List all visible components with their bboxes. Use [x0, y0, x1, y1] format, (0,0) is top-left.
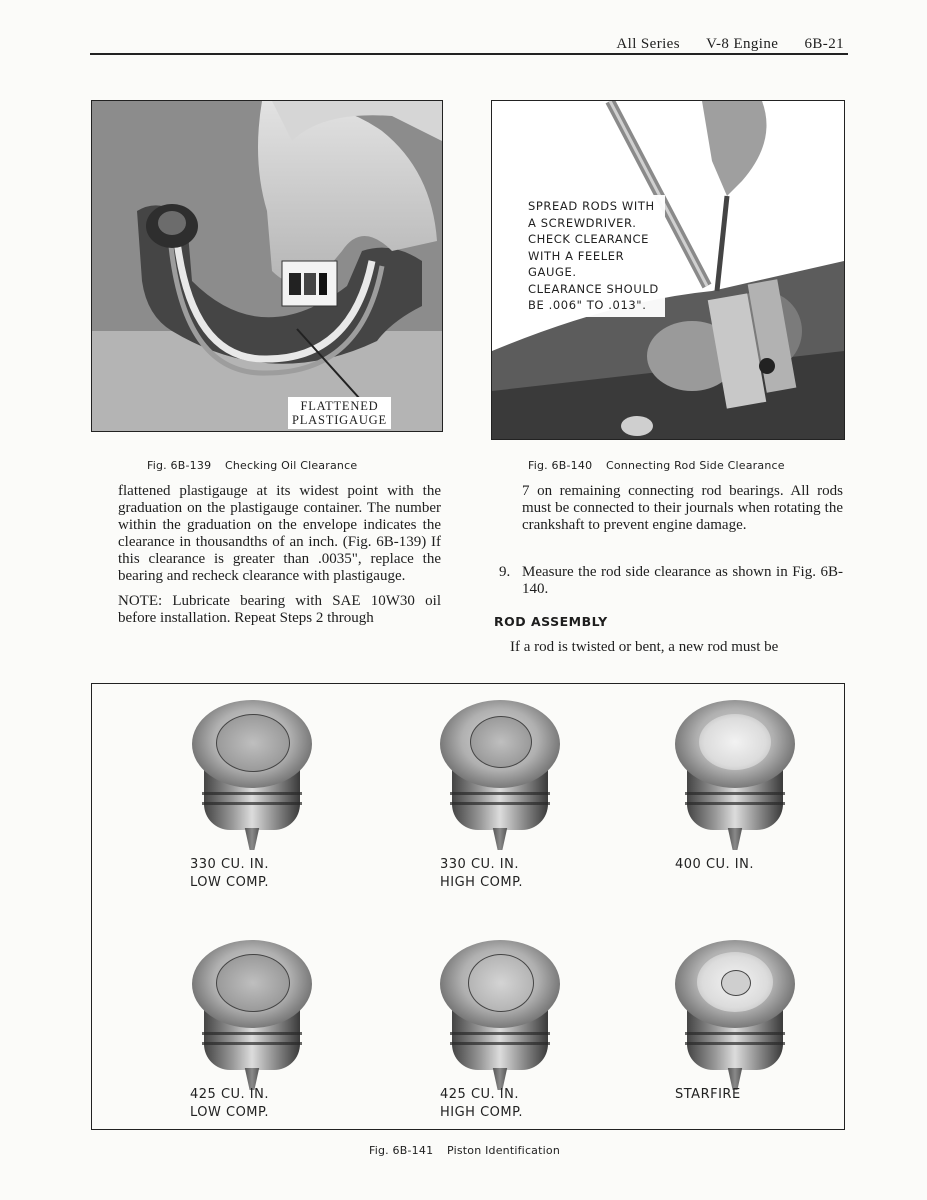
step-text: Measure the rod side clearance as shown in Fig. 6B-140. — [522, 564, 843, 597]
fig-140-callout — [522, 195, 665, 317]
fig-139-number: Fig. 6B-139 — [147, 459, 212, 472]
piston-compression: HIGH COMP. — [440, 1105, 524, 1120]
fig-141-caption — [369, 1144, 560, 1157]
rod-assembly-text: If a rod is twisted or bent, a new rod must be — [510, 639, 779, 655]
piston-label — [675, 856, 754, 874]
callout-line: CHECK CLEARANCE — [528, 232, 650, 246]
piston-displacement: 425 CU. IN. — [440, 1087, 519, 1102]
piston-cell — [152, 930, 352, 1130]
piston-image — [675, 700, 795, 850]
piston-label — [190, 1086, 269, 1122]
header-engine: V-8 Engine — [706, 36, 779, 52]
callout-line: A SCREWDRIVER. — [528, 215, 637, 230]
running-header — [594, 36, 844, 53]
rod-assembly-paragraph — [510, 639, 843, 656]
piston-image — [440, 700, 560, 850]
piston-label — [440, 856, 523, 892]
piston-displacement: 330 CU. IN. — [190, 857, 269, 872]
piston-cell — [152, 690, 352, 890]
callout-line: BE .006" TO .013". — [528, 298, 647, 312]
left-column — [118, 483, 441, 627]
piston-cell — [635, 930, 835, 1130]
fig-139-photo — [91, 100, 443, 432]
callout-line-plastigauge: PLASTIGAUGE — [292, 413, 387, 427]
fig-140-photo — [491, 100, 845, 440]
fig-140-title: Connecting Rod Side Clearance — [605, 459, 785, 472]
piston-compression: HIGH COMP. — [440, 875, 524, 890]
fig-141-number: Fig. 6B-141 — [369, 1144, 434, 1157]
step-number: 9. — [499, 564, 511, 580]
piston-image — [192, 940, 312, 1090]
bearing-cap-illustration — [92, 101, 442, 431]
right-column-continued — [522, 483, 843, 534]
piston-compression: LOW COMP. — [190, 875, 269, 890]
piston-image — [192, 700, 312, 850]
note-paragraph: NOTE: Lubricate bearing with SAE 10W30 oil before installation. Repeat Steps 2 through — [118, 593, 441, 626]
piston-displacement: 400 CU. IN. — [675, 857, 754, 872]
piston-displacement: 330 CU. IN. — [440, 857, 519, 872]
piston-image — [675, 940, 795, 1090]
piston-label — [675, 1086, 741, 1104]
fig-139-callout — [288, 397, 391, 429]
right-paragraph: 7 on remaining connecting rod bearings. All rods must be connected to their journals when rotating the crankshaft to prevent engine damage. — [522, 483, 843, 533]
fig-140-number: Fig. 6B-140 — [528, 459, 593, 472]
fig-141-piston-grid — [91, 683, 845, 1130]
header-series: All Series — [616, 36, 680, 52]
section-heading-rod-assembly: ROD ASSEMBLY — [494, 614, 608, 629]
step-9 — [499, 564, 843, 598]
piston-compression: LOW COMP. — [190, 1105, 269, 1120]
piston-label — [190, 856, 269, 892]
header-rule — [90, 53, 848, 55]
piston-cell — [400, 690, 600, 890]
piston-cell — [400, 930, 600, 1130]
callout-line-flattened: FLATTENED — [300, 399, 379, 413]
fig-139-caption — [147, 459, 357, 472]
piston-cell — [635, 690, 835, 890]
piston-displacement: STARFIRE — [675, 1087, 741, 1102]
callout-line: SPREAD RODS WITH — [528, 199, 655, 213]
header-page-number: 6B-21 — [804, 36, 844, 52]
fig-139-title: Checking Oil Clearance — [224, 459, 358, 472]
callout-line: CLEARANCE SHOULD — [528, 281, 659, 296]
fig-141-title: Piston Identification — [446, 1144, 560, 1157]
left-paragraph: flattened plastigauge at its widest point with the graduation on the plastigauge container. The number within the graduation on the envelope indicates the clearance in thousandths of an inch. (Fig. 6B-139) If this clearance is greater than .0035", replace the bearing and recheck clearance with plastigauge. — [118, 483, 441, 584]
piston-label — [440, 1086, 523, 1122]
fig-140-caption — [528, 459, 785, 472]
callout-line: GAUGE. — [528, 265, 577, 279]
callout-line: WITH A FEELER — [528, 248, 625, 263]
piston-image — [440, 940, 560, 1090]
piston-displacement: 425 CU. IN. — [190, 1087, 269, 1102]
